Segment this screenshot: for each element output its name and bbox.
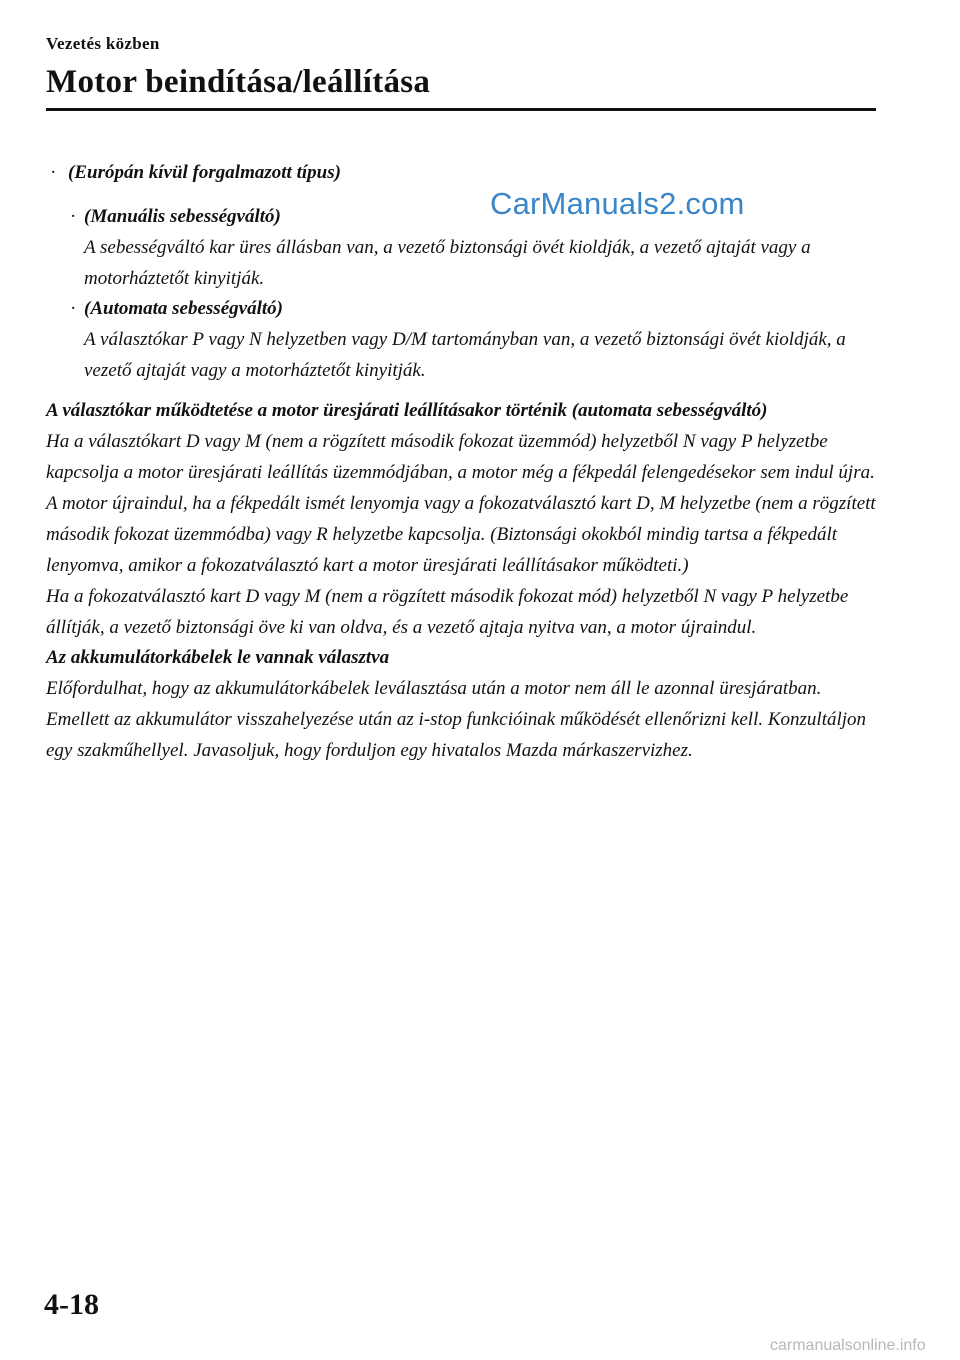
section-label: Vezetés közben bbox=[46, 34, 160, 53]
watermark-text: CarManuals2.com bbox=[490, 186, 745, 221]
bullet-manual-transmission bbox=[46, 202, 886, 294]
bullet-label: (Automata sebességváltó) bbox=[84, 298, 283, 319]
bullet-automatic-transmission bbox=[46, 294, 886, 386]
paragraph: Ha a választókart D vagy M (nem a rögzített második fokozat üzemmód) helyzetből N vagy P helyzetbe kapcsolja a motor üresjárati leállítás üzemmódjában, a motor még a fékpedál felengedésekor sem indul újra. A motor újraindul, ha a fékpedált ismét lenyomja vagy a fokozatválasztó kart D, M helyzetbe (nem a rögzített második fokozat üzemmódba) vagy R helyzetbe kapcsolja. (Biztonsági okokból mindig tartsa a fékpedált lenyomva, amikor a fokozatválasztó kart a motor üresjárati leállításakor működteti.) bbox=[46, 431, 876, 576]
title-divider bbox=[46, 108, 876, 111]
bullet-outside-europe bbox=[46, 158, 886, 188]
bullet-dot-icon: · bbox=[70, 206, 77, 227]
bullet-label: (Manuális sebességváltó) bbox=[84, 206, 281, 227]
section-heading-battery-cables: Az akkumulátorkábelek le vannak választva bbox=[46, 647, 390, 668]
bullet-dot-icon: · bbox=[50, 162, 57, 183]
page-title: Motor beindítása/leállítása bbox=[46, 64, 431, 100]
paragraph: Előfordulhat, hogy az akkumulátorkábelek leválasztása után a motor nem áll le azonnal üresjáratban. Emellett az akkumulátor visszahelyezése után az i-stop funkcióinak működését ellenőrizni kell. Konzultáljon egy szakműhellyel. Javasoljuk, hogy forduljon egy hivatalos Mazda márkaszervizhez. bbox=[46, 678, 867, 761]
bullet-dot-icon: · bbox=[70, 298, 77, 319]
bullet-text: A választókar P vagy N helyzetben vagy D/M tartományban van, a vezető biztonsági övét kioldják, a vezető ajtaját vagy a motorháztetőt kinyitják. bbox=[84, 329, 846, 381]
bullet-text: A sebességváltó kar üres állásban van, a vezető biztonsági övét kioldják, a vezető ajtaját vagy a motorháztetőt kinyitják. bbox=[84, 237, 811, 289]
bullet-label: (Európán kívül forgalmazott típus) bbox=[68, 162, 341, 183]
footer-site-watermark: carmanualsonline.info bbox=[770, 1337, 926, 1354]
section-heading-selector-lever: A választókar működtetése a motor üresjárati leállításakor történik (automata sebességváltó) bbox=[46, 400, 768, 421]
paragraph: Ha a fokozatválasztó kart D vagy M (nem a rögzített második fokozat mód) helyzetből N vagy P helyzetbe állítják, a vezető biztonsági öve ki van oldva, és a vezető ajtaja nyitva van, a motor újraindul. bbox=[46, 586, 849, 638]
page-content bbox=[46, 158, 886, 766]
page-number: 4-18 bbox=[44, 1288, 99, 1321]
